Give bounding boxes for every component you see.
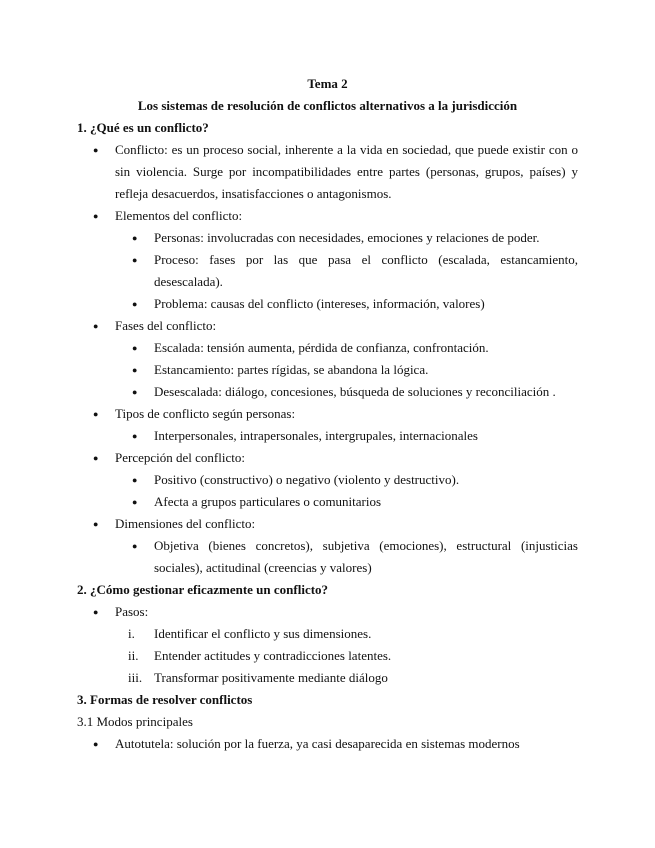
sub-bullet: ● Objetiva (bienes concretos), subjetiva (emociones), estructural (injusticias sociales), actitudinal (creencias y valores) bbox=[154, 535, 578, 579]
sub-bullet: ● Personas: involucradas con necesidades, emociones y relaciones de poder. bbox=[154, 227, 578, 249]
bullet-icon: ● bbox=[93, 409, 99, 419]
sub-bullet: ● Interpersonales, intrapersonales, intergrupales, internacionales bbox=[154, 425, 578, 447]
section-2-heading: 2. ¿Cómo gestionar eficazmente un conflicto? bbox=[77, 582, 329, 597]
bullet-tipos: ● Tipos de conflicto según personas: bbox=[115, 403, 578, 425]
bullet-conflicto: ● Conflicto: es un proceso social, inherente a la vida en sociedad, que puede existir con o sin violencia. Surge por incompatibilidades entre partes (personas, grupos, países) y refleja desacuerdos, insatisfacciones o antagonismos. bbox=[115, 139, 578, 205]
bullet-icon: ● bbox=[93, 211, 99, 221]
sub-bullet: ● Problema: causas del conflicto (intereses, información, valores) bbox=[154, 293, 578, 315]
sub-bullet: ● Afecta a grupos particulares o comunitarios bbox=[154, 491, 578, 513]
bullet-icon: ● bbox=[132, 387, 138, 397]
doc-subtitle: Los sistemas de resolución de conflictos alternativos a la jurisdicción bbox=[137, 98, 518, 113]
bullet-icon: ● bbox=[132, 343, 138, 353]
bullet-icon: ● bbox=[132, 475, 138, 485]
bullet-dimensiones: ● Dimensiones del conflicto: bbox=[115, 513, 578, 535]
bullet-icon: ● bbox=[132, 431, 138, 441]
subsection-3-1: 3.1 Modos principales bbox=[77, 714, 193, 729]
bullet-percepcion: ● Percepción del conflicto: bbox=[115, 447, 578, 469]
bullet-icon: ● bbox=[132, 255, 138, 265]
bullet-icon: ● bbox=[132, 541, 138, 551]
bullet-icon: ● bbox=[132, 299, 138, 309]
bullet-pasos: ● Pasos: bbox=[115, 601, 578, 623]
bullet-icon: ● bbox=[132, 233, 138, 243]
doc-title: Tema 2 bbox=[307, 76, 348, 91]
sub-bullet: ● Desescalada: diálogo, concesiones, búsqueda de soluciones y reconciliación . bbox=[154, 381, 578, 403]
roman-item: i. Identificar el conflicto y sus dimensiones. bbox=[154, 623, 578, 645]
sub-bullet: ● Estancamiento: partes rígidas, se abandona la lógica. bbox=[154, 359, 578, 381]
roman-numeral: i. bbox=[128, 626, 135, 641]
bullet-icon: ● bbox=[93, 145, 99, 155]
bullet-icon: ● bbox=[93, 739, 99, 749]
roman-numeral: ii. bbox=[128, 648, 139, 663]
bullet-fases: ● Fases del conflicto: bbox=[115, 315, 578, 337]
sub-bullet: ● Positivo (constructivo) o negativo (violento y destructivo). bbox=[154, 469, 578, 491]
bullet-icon: ● bbox=[93, 519, 99, 529]
section-1-heading: 1. ¿Qué es un conflicto? bbox=[77, 120, 209, 135]
bullet-icon: ● bbox=[132, 497, 138, 507]
roman-item: iii. Transformar positivamente mediante diálogo bbox=[154, 667, 578, 689]
bullet-autotutela: ● Autotutela: solución por la fuerza, ya casi desaparecida en sistemas modernos bbox=[115, 733, 578, 755]
bullet-icon: ● bbox=[93, 607, 99, 617]
sub-bullet: ● Proceso: fases por las que pasa el conflicto (escalada, estancamiento, desescalada). bbox=[154, 249, 578, 293]
roman-numeral: iii. bbox=[128, 670, 143, 685]
bullet-icon: ● bbox=[93, 321, 99, 331]
section-3-heading: 3. Formas de resolver conflictos bbox=[77, 692, 253, 707]
bullet-icon: ● bbox=[93, 453, 99, 463]
bullet-icon: ● bbox=[132, 365, 138, 375]
bullet-elementos: ● Elementos del conflicto: bbox=[115, 205, 578, 227]
roman-item: ii. Entender actitudes y contradicciones latentes. bbox=[154, 645, 578, 667]
sub-bullet: ● Escalada: tensión aumenta, pérdida de confianza, confrontación. bbox=[154, 337, 578, 359]
